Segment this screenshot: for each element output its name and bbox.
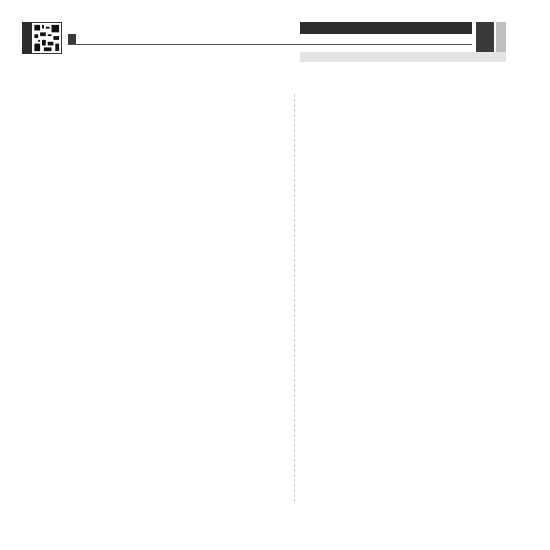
test-label	[68, 34, 76, 44]
side-tab	[22, 22, 32, 54]
question-16	[306, 94, 502, 99]
question-15	[86, 94, 282, 99]
unit-label	[496, 22, 506, 52]
section-subheader	[300, 52, 506, 62]
header-rule	[68, 44, 472, 45]
page-title	[300, 22, 472, 34]
unit-number	[476, 22, 494, 52]
copyright-note	[290, 290, 298, 370]
